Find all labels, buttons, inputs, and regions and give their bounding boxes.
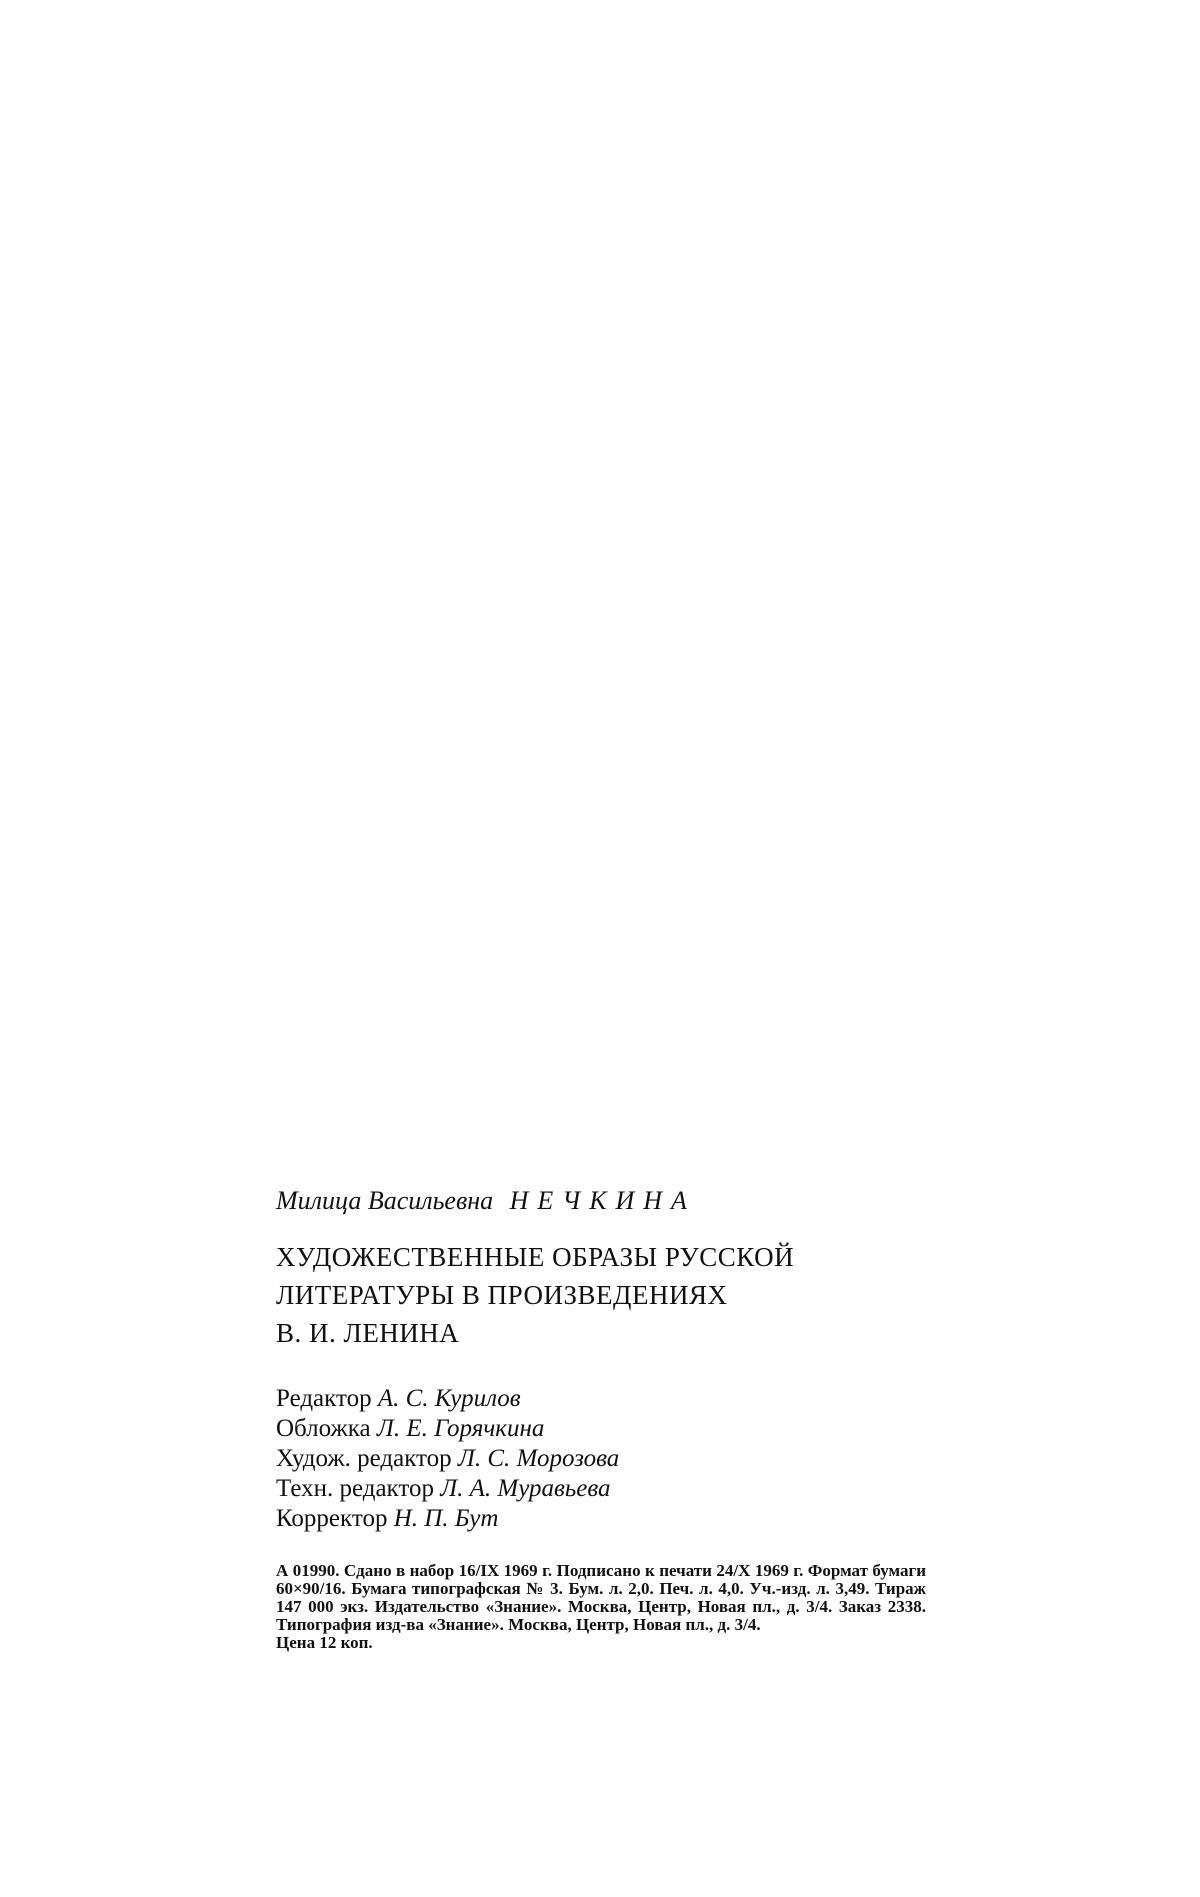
credit-name: Н. П. Бут — [393, 1505, 499, 1532]
author-line — [276, 1185, 696, 1217]
credit-name: Л. Е. Горячкина — [376, 1415, 545, 1442]
credit-role: Техн. редактор — [276, 1475, 434, 1502]
imprint-text: А 01990. Сдано в набор 16/IX 1969 г. Подписано к печати 24/X 1969 г. Формат бумаги 60×90/16. Бумага типографская № 3. Бум. л. 2,0. Печ. л. 4,0. Уч.-изд. л. 3,49. Тираж 147 000 экз. Издательство «Знание». Москва, Центр, Новая пл., д. 3/4. Заказ 2338. Типография изд-ва «Знание». Москва, Центр, Новая пл., д. 3/4. — [276, 1561, 926, 1634]
title-line: В. И. ЛЕНИНА — [276, 1318, 460, 1348]
credit-name: Л. А. Муравьева — [440, 1475, 611, 1502]
imprint-block — [276, 1562, 926, 1652]
title-line: ЛИТЕРАТУРЫ В ПРОИЗВЕДЕНИЯХ — [276, 1280, 728, 1310]
book-title — [276, 1238, 794, 1352]
credit-proofreader — [276, 1504, 619, 1534]
credit-role: Обложка — [276, 1415, 371, 1442]
credit-role: Корректор — [276, 1505, 388, 1532]
credit-tech-editor — [276, 1474, 619, 1504]
credit-cover — [276, 1414, 619, 1444]
price-text: Цена 12 коп. — [276, 1633, 373, 1652]
credit-name: Л. С. Морозова — [457, 1445, 620, 1472]
credit-name: А. С. Курилов — [377, 1385, 521, 1412]
author-surname: НЕЧКИНА — [509, 1186, 696, 1215]
credit-role: Худож. редактор — [276, 1445, 452, 1472]
credits-list — [276, 1384, 619, 1534]
title-line: ХУДОЖЕСТВЕННЫЕ ОБРАЗЫ РУССКОЙ — [276, 1242, 795, 1272]
credit-editor — [276, 1384, 619, 1414]
author-given-names: Милица Васильевна — [276, 1186, 494, 1215]
credit-role: Редактор — [276, 1385, 372, 1412]
credit-art-editor — [276, 1444, 619, 1474]
